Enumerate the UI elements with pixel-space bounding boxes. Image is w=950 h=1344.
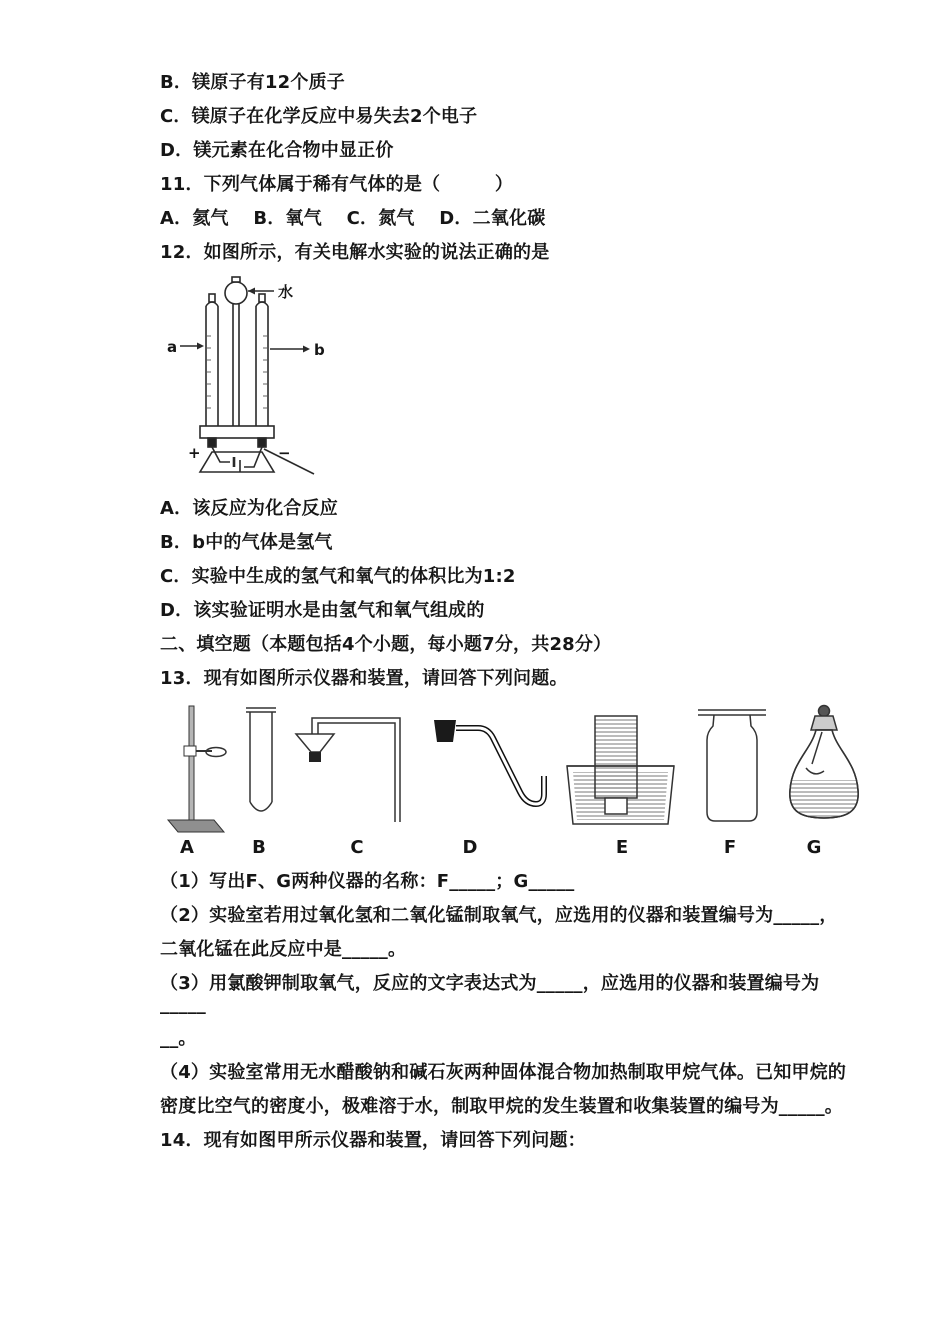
apparatus-diagram (162, 702, 862, 837)
apparatus-label-b: B (252, 837, 266, 858)
water-label: 水 (278, 283, 294, 301)
apparatus-label-f: F (723, 837, 737, 858)
q10-option-d: D．镁元素在化合物中显正价 (160, 140, 394, 161)
apparatus-label-e: E (615, 837, 629, 858)
q13-part4-cont: 密度比空气的密度小，极难溶于水，制取甲烷的发生装置和收集装置的编号为_____。 (160, 1096, 843, 1117)
bent-tube-with-stopper-diagram (434, 720, 544, 804)
tube-b-label: b (314, 341, 325, 359)
section2-header: 二、填空题（本题包括4个小题，每小题7分，共28分） (160, 634, 612, 655)
alcohol-lamp-diagram (790, 706, 860, 819)
q12-option-d: D．该实验证明水是由氢气和氧气组成的 (160, 600, 485, 621)
apparatus-label-c: C (350, 837, 364, 858)
q10-option-c: C．镁原子在化学反应中易失去2个电子 (160, 106, 478, 127)
q13-part3: （3）用氯酸钾制取氧气，反应的文字表达式为_____，应选用的仪器和装置编号为_____ (160, 973, 820, 1015)
apparatus-figure (162, 702, 862, 865)
q12-option-b: B．b中的气体是氢气 (160, 532, 333, 553)
q12-stem: 12．如图所示，有关电解水实验的说法正确的是 (160, 242, 550, 263)
water-trough-diagram (567, 716, 674, 824)
test-tube-diagram (246, 708, 276, 811)
tube-a-label: a (167, 338, 178, 356)
q11-stem: 11．下列气体属于稀有气体的是（ ） (160, 174, 514, 195)
electrode-right (258, 438, 266, 447)
electrolysis-diagram (162, 276, 342, 476)
electrode-left (208, 438, 216, 447)
stand-base (200, 452, 274, 472)
gas-bottle-diagram (698, 710, 766, 821)
q14-stem: 14．现有如图甲所示仪器和装置，请回答下列问题： (160, 1130, 586, 1151)
q13-part3-cont: __。 (160, 1028, 197, 1049)
apparatus-label-a: A (180, 837, 194, 858)
iron-stand-diagram (168, 706, 226, 832)
electrolysis-figure (162, 276, 862, 476)
q12-option-a: A．该反应为化合反应 (160, 498, 338, 519)
water-bulb (225, 282, 247, 304)
q13-stem: 13．现有如图所示仪器和装置，请回答下列问题。 (160, 668, 568, 689)
q11-options: A．氦气 B．氧气 C．氮气 D．二氧化碳 (160, 208, 546, 229)
q10-option-b: B．镁原子有12个质子 (160, 72, 345, 93)
q13-part1: （1）写出F、G两种仪器的名称：F_____；G_____ (160, 871, 575, 892)
q13-part2-cont: 二氧化锰在此反应中是_____。 (160, 939, 407, 960)
apparatus-labels (162, 837, 862, 865)
q13-part4: （4）实验室常用无水醋酸钠和碱石灰两种固体混合物加热制取甲烷气体。已知甲烷的 (160, 1062, 847, 1083)
plus-terminal-label: + (188, 444, 201, 462)
q13-part2: （2）实验室若用过氧化氢和二氧化锰制取氧气，应选用的仪器和装置编号为_____， (160, 905, 838, 926)
q12-option-c: C．实验中生成的氢气和氧气的体积比为1:2 (160, 566, 516, 587)
minus-terminal-label: − (278, 444, 291, 462)
apparatus-label-g: G (806, 837, 822, 858)
apparatus-label-d: D (462, 837, 478, 858)
funnel-and-tube-diagram (296, 718, 400, 822)
